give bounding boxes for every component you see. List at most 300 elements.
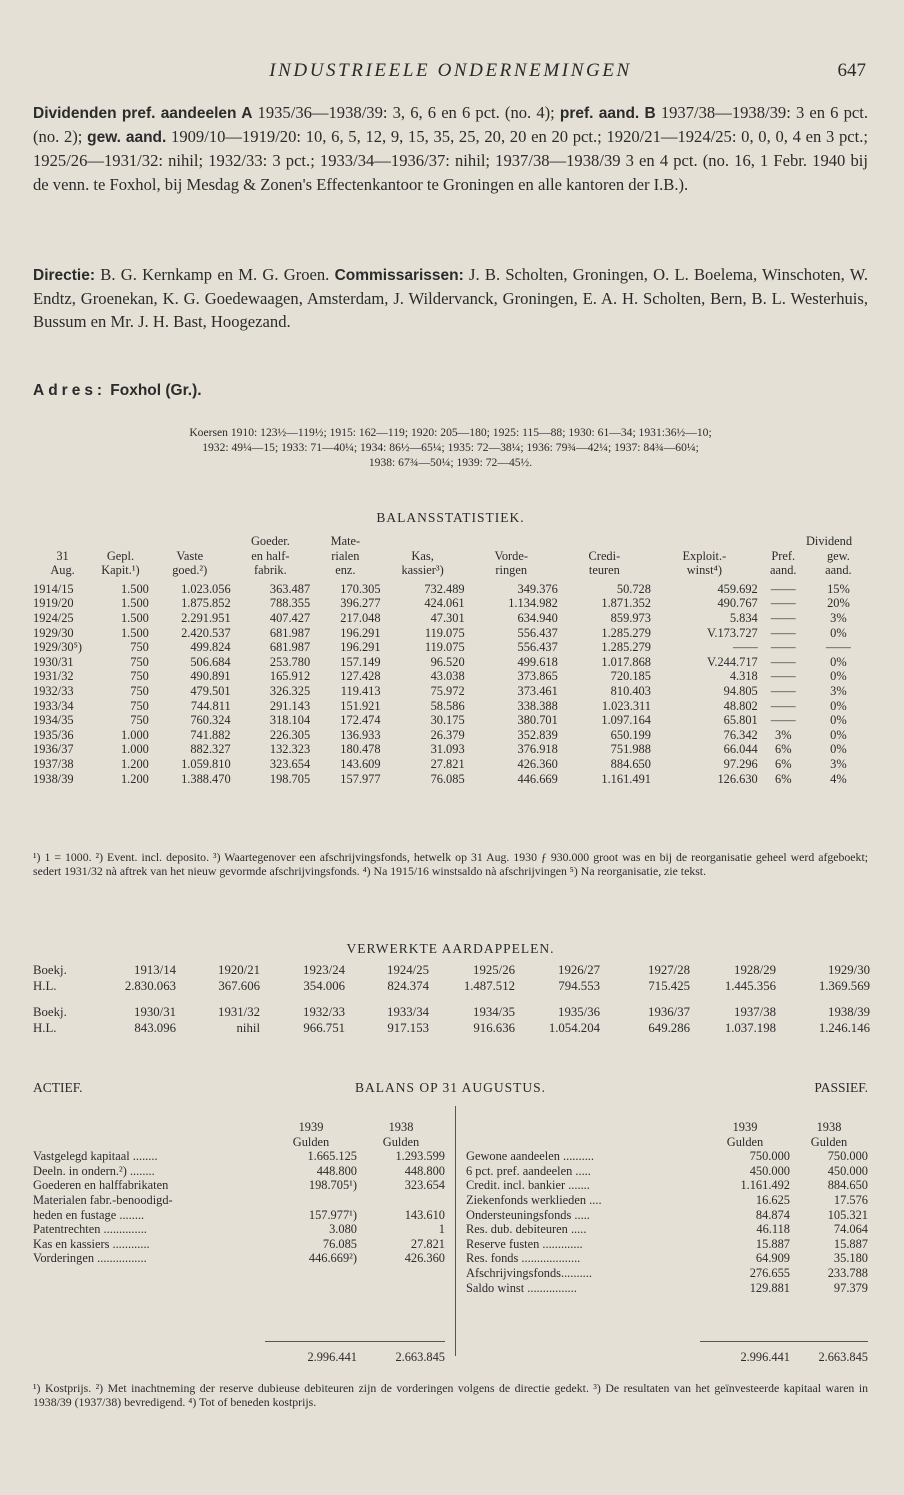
table-row [33, 699, 868, 714]
balans-value: 76.085 [322, 1236, 357, 1251]
aardappelen-cell: 1937/38 [734, 1005, 776, 1019]
table-cell: V.173.727 [707, 625, 758, 640]
table-cell: 380.701 [517, 713, 558, 728]
table-cell: 1.000 [120, 727, 149, 742]
balans-statistiek-table [33, 534, 868, 786]
balans-value: 198.705¹) [308, 1178, 357, 1193]
table-cell: 58.586 [430, 698, 465, 713]
table-cell: 750 [130, 654, 149, 669]
table-cell: 490.767 [717, 596, 758, 611]
balans-value: 84.874 [755, 1207, 790, 1222]
table-cell: 31.093 [430, 742, 465, 757]
dividend-text-2: 1937/38—1938/39: 3 en 6 pct. (no. 2); [33, 103, 868, 147]
column-header [809, 534, 868, 549]
table-cell: 373.865 [517, 669, 558, 684]
blank-cell [33, 1135, 265, 1150]
passief-total-b: 2.663.845 [818, 1350, 868, 1364]
table-cell: 180.478 [340, 742, 381, 757]
balans-row [33, 1208, 445, 1223]
balans-item-label: Res. dub. debiteuren ..... [466, 1222, 587, 1237]
table-cell: 66.044 [723, 742, 758, 757]
balans-value: 1 [438, 1222, 445, 1237]
table-cell: 0% [830, 654, 847, 669]
table-cell: 760.324 [190, 713, 231, 728]
actief-label: ACTIEF. [33, 1080, 83, 1095]
table-cell: 750 [130, 713, 149, 728]
table-cell: 1.200 [120, 771, 149, 786]
table-cell: 1929/30⁵) [33, 640, 83, 655]
table-cell: 0% [830, 625, 847, 640]
table-cell: 720.185 [610, 669, 651, 684]
column-header: kassier³) [401, 563, 444, 578]
adres-paragraph [33, 378, 868, 402]
balans-item-label: Reserve fusten ............. [466, 1236, 583, 1251]
table-cell: 1.285.279 [601, 625, 651, 640]
column-header: Mate- [330, 534, 361, 548]
table-cell: 20% [827, 596, 850, 611]
aardappelen-cell: 966.751 [303, 1021, 345, 1035]
table-cell: 0% [830, 698, 847, 713]
table-row [33, 582, 868, 597]
table-cell: 4.318 [729, 669, 758, 684]
table-cell: 126.630 [717, 771, 758, 786]
table-cell: 1.059.810 [181, 756, 231, 771]
table-cell: 884.650 [610, 756, 651, 771]
table-cell: 750 [130, 698, 149, 713]
table-cell: 446.669 [517, 771, 558, 786]
aardappelen-cell: 1930/31 [134, 1005, 176, 1019]
table-header-row [33, 549, 868, 564]
table-cell: —— [732, 640, 758, 655]
table-cell: 26.379 [430, 727, 465, 742]
balans-value: 446.669²) [308, 1251, 357, 1266]
table-cell: 732.489 [424, 581, 465, 596]
column-header: fabrik. [254, 563, 287, 578]
table-cell: 326.325 [269, 683, 311, 698]
balans-row [466, 1164, 868, 1179]
table-cell: 1938/39 [33, 771, 74, 786]
unit-header: Gulden [292, 1134, 330, 1149]
koersen-line: Koersen 1910: 123½—119½; 1915: 162—119; 1920: 205—180; 1925: 115—88; 1930: 61—34; 1931:36½—10; [189, 426, 712, 439]
column-header [558, 534, 651, 549]
column-header: Kas, [411, 548, 434, 563]
table-cell: 1933/34 [33, 698, 74, 713]
directie-label: Directie: [33, 267, 96, 284]
table-cell: —— [770, 654, 796, 669]
table-cell: V.244.717 [707, 654, 758, 669]
year-header-row [466, 1120, 868, 1135]
balans-value: 35.180 [833, 1251, 868, 1266]
column-header: en half- [251, 548, 290, 563]
balans-value [265, 1193, 357, 1208]
column-header [33, 534, 92, 549]
table-cell: 744.811 [190, 698, 231, 713]
aardappelen-cell: 824.374 [387, 979, 429, 993]
table-cell: 30.175 [430, 713, 465, 728]
aardappelen-cell: 1925/26 [473, 963, 515, 977]
koersen-line: 1932: 49¼—15; 1933: 71—40¼; 1934: 86½—65¼; 1935: 72—38¼; 1936: 79¾—42¼; 1937: 84¾—60¼; [202, 441, 699, 454]
balans-row [466, 1222, 868, 1237]
balans-item-label: Kas en kassiers ............ [33, 1236, 150, 1251]
table-cell: 119.075 [424, 625, 465, 640]
table-row [33, 713, 868, 728]
column-header: Pref. [771, 548, 796, 563]
aardappelen-cell: 794.553 [558, 979, 600, 993]
balans-value: 450.000 [749, 1163, 790, 1178]
column-header [651, 534, 758, 549]
balans-item-label: Vastgelegd kapitaal ........ [33, 1149, 158, 1164]
balans-value: 276.655 [749, 1265, 790, 1280]
spacer-cell [33, 994, 870, 1004]
balans-value: 1.293.599 [395, 1149, 445, 1164]
aardappelen-cell: 1923/24 [303, 963, 345, 977]
balans-notes: ¹) Kostprijs. ²) Met inachtneming der reserve dubieuse debiteuren zijn de vorderingen volgens de directie gedekt. ³) De resultaten van het geïnvesteerde kapitaal waren in 1938/39 (1937/38) bevredigend. ⁴) Tot of beneden kostprijs. [33, 1381, 868, 1410]
balansstatistiek-title: BALANSSTATISTIEK. [376, 510, 525, 525]
balans-item-label: Afschrijvingsfonds.......... [466, 1265, 592, 1280]
table-cell: 1.500 [120, 625, 149, 640]
balans-value [357, 1193, 445, 1208]
balans-item-label: Goederen en halffabrikaten [33, 1178, 169, 1193]
column-header: enz. [335, 563, 356, 578]
aardappelen-cell: 1.369.569 [818, 979, 870, 993]
aardappelen-cell: 1935/36 [558, 1005, 600, 1019]
table-cell: 119.075 [424, 640, 465, 655]
table-cell: 75.972 [430, 683, 465, 698]
balans-row [33, 1178, 445, 1193]
table-cell: 426.360 [517, 756, 558, 771]
aardappelen-cell: 1938/39 [828, 1005, 870, 1019]
balans-row [466, 1281, 868, 1296]
table-cell: 132.323 [269, 742, 311, 757]
table-cell: 1.500 [120, 610, 149, 625]
balans-value: 27.821 [410, 1236, 445, 1251]
table-cell: 556.437 [517, 625, 558, 640]
aardappelen-cell: 1931/32 [218, 1005, 260, 1019]
balans-value: 1.161.492 [740, 1178, 790, 1193]
table-cell: 323.654 [269, 756, 311, 771]
table-cell: 352.839 [517, 727, 558, 742]
table-header-row [33, 534, 868, 549]
table-cell: 556.437 [517, 640, 558, 655]
unit-header: Gulden [726, 1134, 764, 1149]
table-cell: 1.134.982 [508, 596, 558, 611]
table-cell: —— [770, 640, 796, 655]
directie-paragraph [33, 263, 868, 334]
running-title: INDUSTRIEELE ONDERNEMINGEN [269, 60, 632, 81]
balans-value: 323.654 [404, 1178, 445, 1193]
balans-item-label: Ziekenfonds werklieden .... [466, 1192, 602, 1207]
row-label: H.L. [33, 1021, 57, 1035]
table-cell: 1934/35 [33, 713, 74, 728]
aardappelen-cell: 1.246.146 [818, 1021, 870, 1035]
table-row [33, 742, 868, 757]
column-header: teuren [588, 563, 620, 578]
table-cell: 1.097.164 [601, 713, 651, 728]
table-cell: 490.891 [190, 669, 231, 684]
actief-table [33, 1120, 445, 1266]
table-cell: 1.500 [120, 596, 149, 611]
balans-value: 1.665.125 [307, 1149, 357, 1164]
table-cell: 741.882 [190, 727, 231, 742]
table-cell: 1.388.470 [181, 771, 231, 786]
balans-row [466, 1251, 868, 1266]
aardappelen-cell: 1.445.356 [724, 979, 776, 993]
table-cell: 499.618 [517, 654, 558, 669]
balans-row [33, 1251, 445, 1266]
unit-header-row [466, 1135, 868, 1150]
table-cell: 157.149 [340, 654, 381, 669]
table-cell: 506.684 [190, 654, 231, 669]
commissarissen-label: Commissarissen: [334, 267, 464, 284]
dividend-label-3: gew. aand. [87, 129, 167, 147]
column-header: goed.²) [172, 563, 208, 578]
table-cell: 3% [830, 756, 847, 771]
balans-value: 16.625 [755, 1192, 790, 1207]
column-header: Vorde- [494, 548, 528, 563]
balans-divider [455, 1106, 456, 1356]
table-cell: 253.780 [269, 654, 311, 669]
column-header: aand. [770, 563, 797, 578]
table-cell: 376.918 [517, 742, 558, 757]
table-cell: 1937/38 [33, 756, 74, 771]
table-cell: 750 [130, 683, 149, 698]
table-cell: 143.609 [340, 756, 381, 771]
table-cell: 396.277 [340, 596, 381, 611]
table-cell: 291.143 [269, 698, 311, 713]
table-cell: —— [770, 683, 796, 698]
table-cell: 43.038 [430, 669, 465, 684]
column-header [465, 534, 558, 549]
aardappelen-cell: 1934/35 [473, 1005, 515, 1019]
column-header [381, 534, 465, 549]
table-cell: 0% [830, 713, 847, 728]
table-cell: 6% [775, 742, 792, 757]
table-cell: 4% [830, 771, 847, 786]
table-cell: 2.420.537 [181, 625, 231, 640]
aardappelen-cell: 367.606 [218, 979, 260, 993]
blank-cell [466, 1120, 700, 1135]
table-cell: 788.355 [269, 596, 311, 611]
adres-label: Adres: [33, 382, 107, 399]
page-number: 647 [837, 60, 866, 81]
blank-cell [466, 1135, 700, 1150]
aardappelen-spacer-row [33, 994, 870, 1004]
balans-title: BALANS OP 31 AUGUSTUS. [354, 1080, 547, 1095]
aardappelen-row [33, 978, 870, 994]
balans-value: 157.977¹) [308, 1207, 357, 1222]
aardappelen-cell: 917.153 [387, 1021, 429, 1035]
table-cell: 76.085 [430, 771, 465, 786]
balans-item-label: Credit. incl. bankier ....... [466, 1178, 590, 1193]
column-header: rialen [331, 548, 360, 563]
table-cell: 407.427 [269, 610, 311, 625]
table-cell: 157.977 [340, 771, 381, 786]
balans-row [466, 1149, 868, 1164]
balans-value: 17.576 [833, 1192, 868, 1207]
table-cell: 1914/15 [33, 581, 74, 596]
balansstatistiek-notes: ¹) 1 = 1000. ²) Event. incl. deposito. ³) Waartegenover een afschrijvingsfonds, hetwelk op 31 Aug. 1930 ƒ 930.000 groot was en bij de reorganisatie geheel werd afgeboekt; sedert 1931/32 nà aftrek van het nieuw gevormde afschrijvingsfonds. ⁴) Na 1915/16 winstsaldo nà afschrijvingen ⁵) Na reorganisatie, zie tekst. [33, 850, 868, 879]
blank-cell [33, 1120, 265, 1135]
table-cell: 424.061 [424, 596, 465, 611]
table-cell: 1935/36 [33, 727, 74, 742]
row-label: H.L. [33, 979, 57, 993]
table-cell: 1929/30 [33, 625, 74, 640]
column-header: aand. [825, 563, 852, 578]
balans-value: 64.909 [755, 1251, 790, 1266]
balans-value: 884.650 [827, 1178, 868, 1193]
aardappelen-cell: 1920/21 [218, 963, 260, 977]
column-header: Goeder. [250, 534, 290, 548]
table-cell: 217.048 [340, 610, 381, 625]
aardappelen-cell: 1.037.198 [724, 1021, 776, 1035]
passief-label: PASSIEF. [814, 1080, 868, 1095]
balans-value: 448.800 [316, 1163, 357, 1178]
table-cell: 196.291 [340, 640, 381, 655]
row-label: Boekj. [33, 1005, 67, 1019]
aardappelen-cell: 1929/30 [828, 963, 870, 977]
table-cell: 0% [830, 727, 847, 742]
table-cell: 48.802 [723, 698, 758, 713]
table-row [33, 655, 868, 670]
table-cell: 1.200 [120, 756, 149, 771]
table-cell: 479.501 [190, 683, 231, 698]
balans-value: 105.321 [827, 1207, 868, 1222]
balans-item-label: Patentrechten .............. [33, 1222, 147, 1237]
table-cell: 1932/33 [33, 683, 74, 698]
column-header [758, 534, 809, 549]
table-cell: 650.199 [610, 727, 651, 742]
table-cell: 1931/32 [33, 669, 74, 684]
table-cell: 151.921 [340, 698, 381, 713]
table-row [33, 757, 868, 772]
column-header: Gepl. [106, 548, 135, 563]
table-cell: 1.000 [120, 742, 149, 757]
table-cell: 170.305 [340, 581, 381, 596]
table-cell: 318.104 [269, 713, 311, 728]
table-cell: 165.912 [269, 669, 311, 684]
aardappelen-row [33, 1020, 870, 1036]
balans-value: 450.000 [827, 1163, 868, 1178]
table-cell: 363.487 [269, 581, 311, 596]
aardappelen-cell: nihil [236, 1021, 260, 1035]
table-cell: 127.428 [340, 669, 381, 684]
aardappelen-cell: 1.054.204 [548, 1021, 600, 1035]
column-header: Aug. [50, 563, 75, 578]
table-cell: 5.834 [729, 610, 758, 625]
column-header: gew. [826, 548, 850, 563]
table-cell: 750 [130, 669, 149, 684]
column-header: 31 [56, 548, 69, 563]
balans-value: 74.064 [833, 1222, 868, 1237]
aardappelen-cell: 1913/14 [134, 963, 176, 977]
balans-row [33, 1193, 445, 1208]
table-cell: 65.801 [723, 713, 758, 728]
table-cell: 1.161.491 [601, 771, 651, 786]
table-cell: 681.987 [269, 640, 311, 655]
table-cell: 226.305 [269, 727, 311, 742]
unit-header: Gulden [382, 1134, 420, 1149]
balans-row [466, 1178, 868, 1193]
table-cell: 3% [830, 683, 847, 698]
balans-row [466, 1193, 868, 1208]
aardappelen-title: VERWERKTE AARDAPPELEN. [346, 941, 555, 956]
column-header: ringen [495, 563, 528, 578]
aardappelen-cell: 1924/25 [387, 963, 429, 977]
table-cell: 1924/25 [33, 610, 74, 625]
koersen-block [33, 425, 868, 470]
balans-row [466, 1208, 868, 1223]
balans-row [33, 1237, 445, 1252]
koersen-line: 1938: 67¾—50¼; 1939: 72—45½. [368, 456, 533, 469]
year-header-row [33, 1120, 445, 1135]
balans-row [466, 1266, 868, 1281]
aardappelen-cell: 1927/28 [648, 963, 690, 977]
table-cell: 3% [830, 610, 847, 625]
aardappelen-row [33, 1004, 870, 1020]
dividend-label-2: pref. aand. B [559, 105, 656, 122]
passief-table [466, 1120, 868, 1295]
balans-value: 750.000 [827, 1149, 868, 1164]
table-cell: 97.296 [723, 756, 758, 771]
balans-item-label: Saldo winst ................ [466, 1280, 577, 1295]
table-cell: 751.988 [610, 742, 651, 757]
table-cell: —— [770, 596, 796, 611]
table-cell: 1936/37 [33, 742, 74, 757]
aardappelen-cell: 1932/33 [303, 1005, 345, 1019]
table-cell: —— [770, 625, 796, 640]
table-cell: 349.376 [517, 581, 558, 596]
balans-value: 448.800 [404, 1163, 445, 1178]
table-cell: 50.728 [616, 581, 651, 596]
aardappelen-cell: 649.286 [648, 1021, 690, 1035]
table-cell: 373.461 [517, 683, 558, 698]
adres-value: Foxhol (Gr.). [110, 382, 202, 399]
table-cell: 47.301 [430, 610, 465, 625]
balans-value: 3.080 [329, 1222, 357, 1237]
table-cell: —— [770, 713, 796, 728]
table-cell: —— [770, 581, 796, 596]
table-row [33, 611, 868, 626]
balans-value: 15.887 [833, 1236, 868, 1251]
actief-total-b: 2.663.845 [395, 1350, 445, 1364]
aardappelen-cell: 2.830.063 [124, 979, 176, 993]
balans-item-label: heden en fustage ........ [33, 1207, 145, 1222]
table-cell: 119.413 [340, 683, 381, 698]
balans-item-label: Deeln. in ondern.²) ........ [33, 1163, 155, 1178]
balans-row [466, 1237, 868, 1252]
table-cell: 1.871.352 [601, 596, 651, 611]
column-header [149, 534, 231, 549]
year-header: 1939 [732, 1120, 758, 1134]
table-cell: 882.327 [190, 742, 231, 757]
table-row [33, 626, 868, 641]
table-cell: 338.388 [517, 698, 558, 713]
table-row [33, 772, 868, 787]
dividend-text-1: 1935/36—1938/39: 3, 6, 6 en 6 pct. (no. 4); [252, 103, 560, 122]
column-header [92, 534, 149, 549]
table-cell: 1.017.868 [601, 654, 651, 669]
aardappelen-cell: 1926/27 [558, 963, 600, 977]
table-row [33, 596, 868, 611]
table-cell: —— [770, 698, 796, 713]
table-row [33, 669, 868, 684]
table-cell: —— [826, 640, 851, 655]
dividend-label: Dividenden pref. aandeelen A [33, 105, 253, 122]
table-cell: 6% [775, 756, 792, 771]
passief-total-a: 2.996.441 [740, 1350, 790, 1364]
table-cell: 750 [130, 640, 149, 655]
dividend-paragraph [33, 101, 868, 196]
